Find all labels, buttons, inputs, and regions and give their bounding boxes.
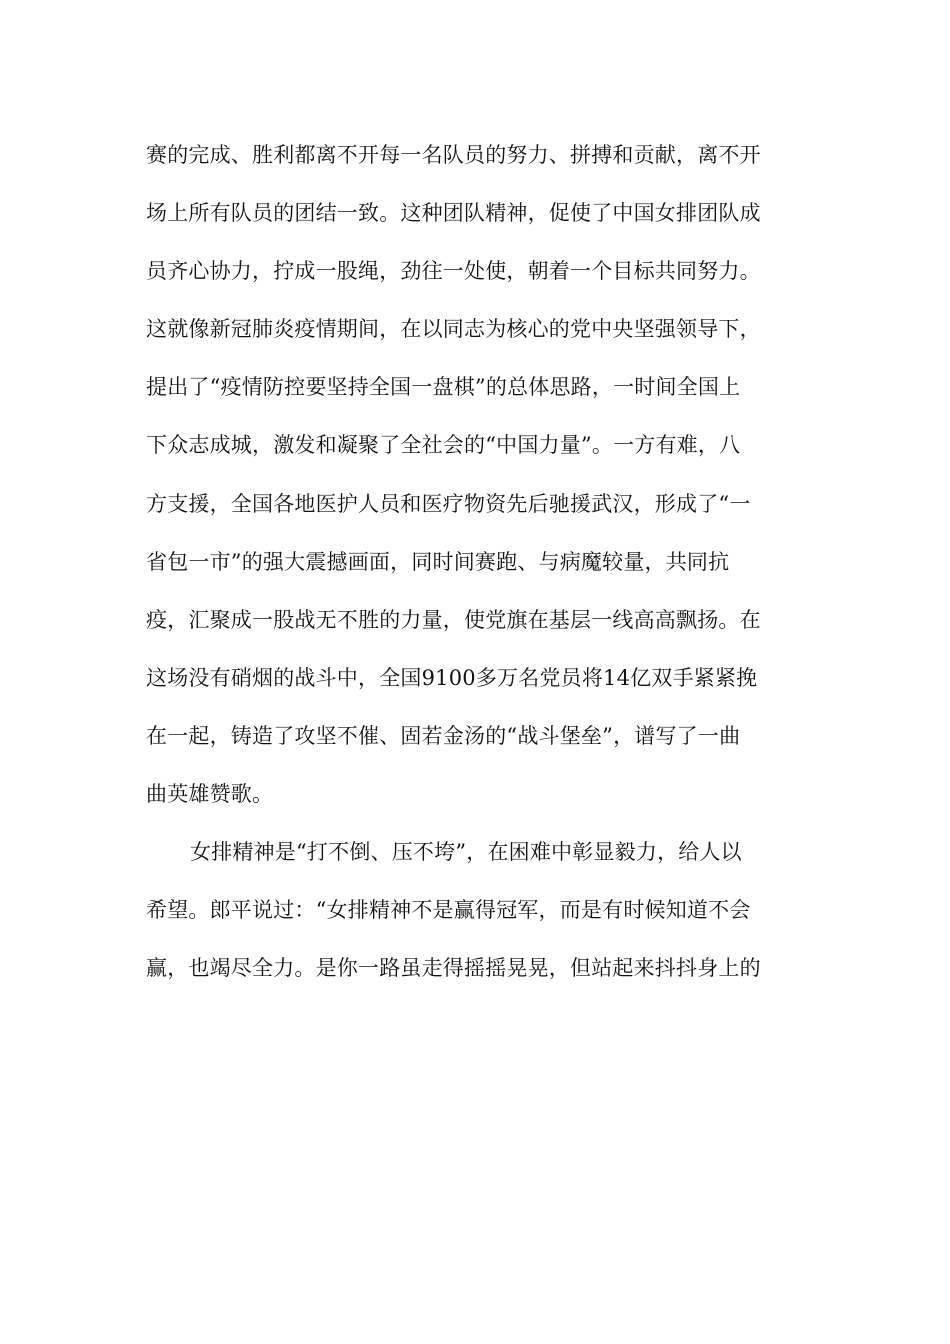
text-line: 下众志成城，激发和凝聚了全社会的“中国力量”。一方有难，八	[146, 433, 741, 458]
text-line: 这场没有硝烟的战斗中，全国9100多万名党员将14亿双手紧紧挽	[146, 665, 758, 690]
text-line: 赢，也竭尽全力。是你一路虽走得摇摇晃晃，但站起来抖抖身上的	[146, 956, 761, 981]
text-line: 场上所有队员的团结一致。这种团队精神，促使了中国女排团队成	[146, 201, 761, 226]
paragraph-start-line: 女排精神是“打不倒、压不垮”，在困难中彰显毅力，给人以	[190, 840, 742, 865]
text-line: 赛的完成、胜利都离不开每一名队员的努力、拼搏和贡献，离不开	[146, 143, 761, 167]
text-line: 这就像新冠肺炎疫情期间，在以同志为核心的党中央坚强领导下，	[146, 317, 761, 342]
text-line: 曲英雄赞歌。	[146, 782, 274, 807]
text-line: 疫，汇聚成一股战无不胜的力量，使党旗在基层一线高高飘扬。在	[146, 607, 761, 632]
text-line: 在一起，铸造了攻坚不催、固若金汤的“战斗堡垒”，谱写了一曲	[146, 723, 741, 748]
document-body	[146, 126, 796, 997]
text-line: 方支援，全国各地医护人员和医疗物资先后驰援武汉，形成了“一	[146, 491, 751, 516]
text-line: 提出了“疫情防控要坚持全国一盘棋”的总体思路，一时间全国上	[146, 375, 741, 400]
text-line: 员齐心协力，拧成一股绳，劲往一处使，朝着一个目标共同努力。	[146, 259, 761, 284]
text-line: 省包一市”的强大震撼画面，同时间赛跑、与病魔较量，共同抗	[146, 549, 730, 574]
text-line: 希望。郎平说过：“女排精神不是赢得冠军，而是有时候知道不会	[146, 898, 751, 923]
